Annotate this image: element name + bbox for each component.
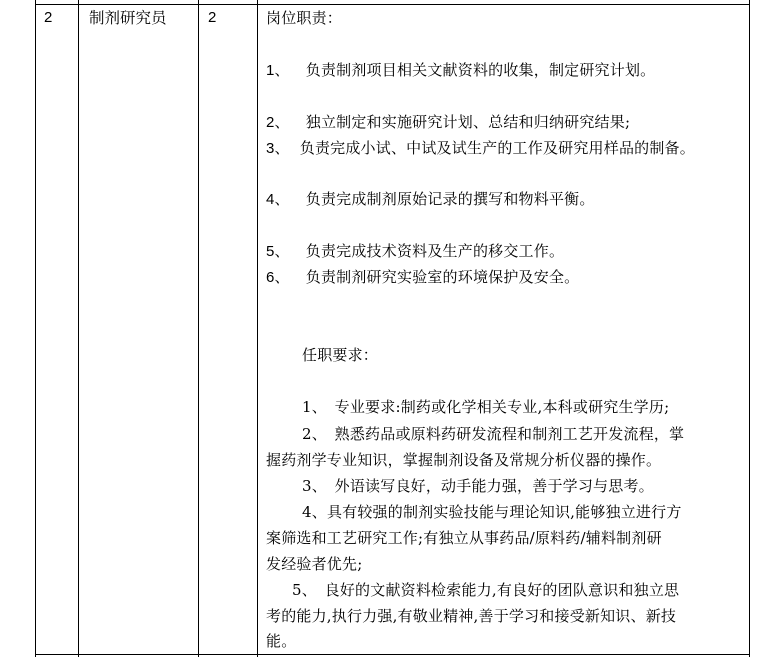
duty-item: [266, 138, 695, 159]
duty-number: 4、: [266, 191, 290, 208]
requirements-heading: 任职要求：: [302, 346, 379, 364]
table-border-right: [749, 0, 750, 657]
table-border-col3: [257, 0, 258, 657]
duty-item: [266, 189, 595, 210]
duty-number: 3、: [266, 140, 290, 157]
requirement-line: 5、 良好的文献资料检索能力,有良好的团队意识和独立思: [292, 581, 680, 599]
table-border-col2: [198, 0, 199, 657]
requirement-line: 考的能力,执行力强,有敬业精神,善于学习和接受新知识、新技: [266, 607, 677, 625]
requirement-line: 案筛选和工艺研究工作;有独立从事药品/原料药/辅料制剂研: [266, 529, 662, 547]
table-border-left: [35, 0, 36, 657]
duty-text: 负责完成制剂原始记录的撰写和物料平衡。: [305, 190, 595, 208]
duty-text: 负责制剂研究实验室的环境保护及安全。: [305, 268, 580, 286]
table-border-col1: [78, 0, 79, 657]
row-index: 2: [44, 9, 53, 26]
requirement-line: 握药剂学专业知识，掌握制剂设备及常规分析仪器的操作。: [266, 451, 662, 469]
requirement-line: 4、具有较强的制剂实验技能与理论知识,能够独立进行方: [302, 503, 682, 521]
requirement-line: 2、 熟悉药品或原料药研发流程和制剂工艺开发流程，掌: [302, 425, 685, 443]
duty-text: 独立制定和实施研究计划、总结和归纳研究结果;: [305, 113, 631, 131]
duty-item: [266, 241, 564, 262]
headcount: 2: [208, 9, 217, 26]
duty-text: 负责完成技术资料及生产的移交工作。: [305, 242, 565, 260]
requirement-line: 能。: [266, 632, 297, 650]
duty-item: [266, 112, 630, 133]
duty-text: 负责完成小试、中试及试生产的工作及研究用样品的制备。: [299, 139, 695, 157]
duty-item: [266, 267, 579, 288]
duty-text: 负责制剂项目相关文献资料的收集，制定研究计划。: [305, 61, 656, 79]
requirement-line: 3、 外语读写良好，动手能力强，善于学习与思考。: [302, 477, 654, 495]
duty-number: 1、: [266, 62, 290, 79]
duty-number: 2、: [266, 114, 290, 131]
duty-number: 6、: [266, 269, 290, 286]
table-border-top: [35, 4, 749, 5]
duty-number: 5、: [266, 243, 290, 260]
table-border-bottom: [35, 654, 749, 655]
duties-heading: 岗位职责：: [266, 9, 343, 27]
position-name: 制剂研究员: [89, 9, 167, 27]
requirement-line: 1、 专业要求:制药或化学相关专业,本科或研究生学历;: [302, 398, 670, 416]
duty-item: [266, 60, 655, 81]
requirement-line: 发经验者优先;: [266, 555, 363, 573]
